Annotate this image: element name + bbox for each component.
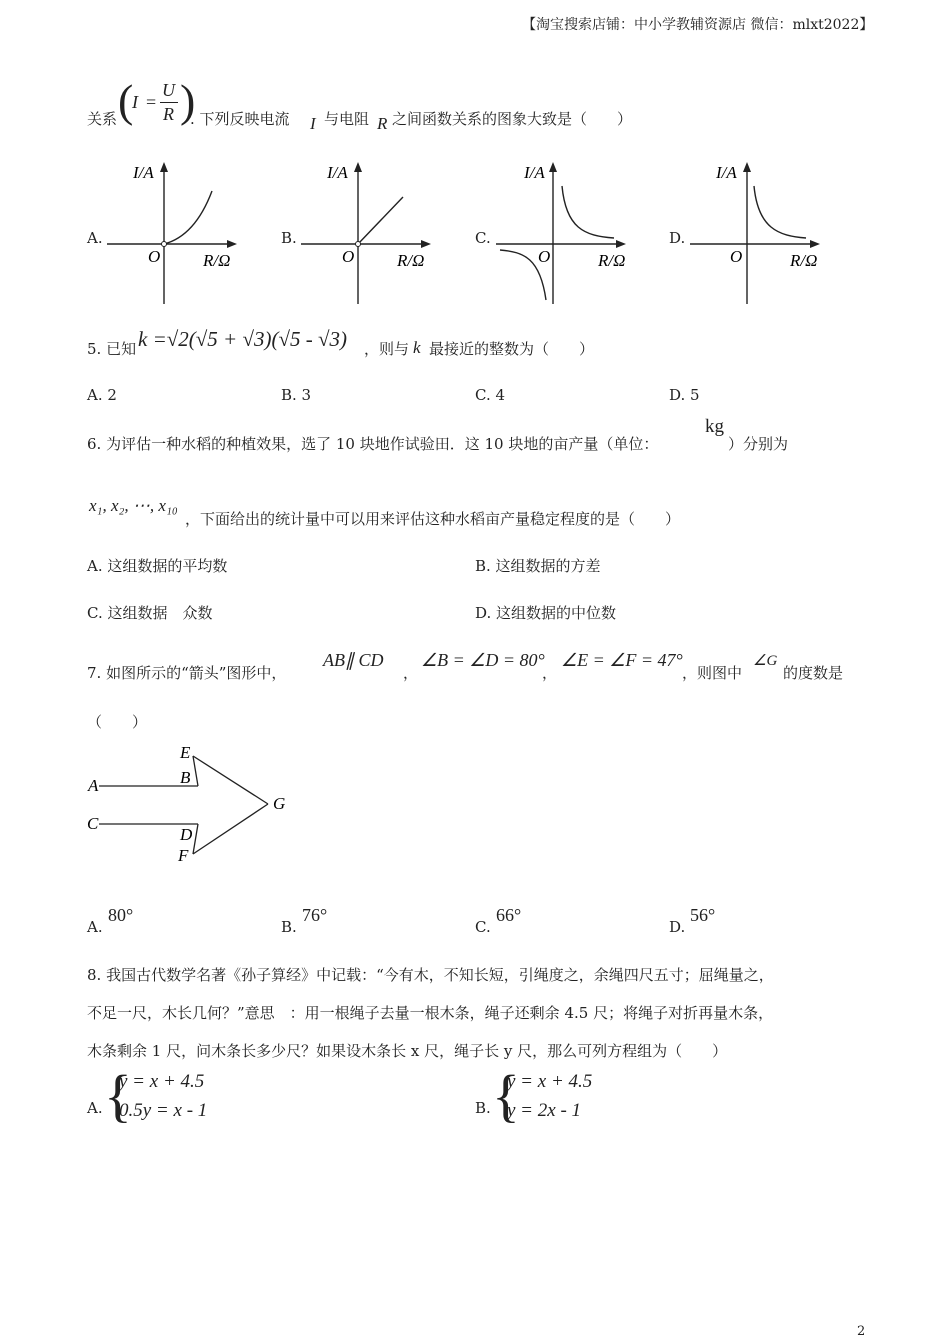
q6-option-b[interactable]: B. 这组数据的方差	[475, 557, 601, 575]
y-axis-label: I/A	[133, 163, 154, 182]
q7-option-c-label[interactable]: C.	[475, 918, 491, 936]
q7-f4: ∠G	[753, 653, 778, 669]
q4-text3: 之间函数关系的图象大致是（ ）	[392, 110, 633, 128]
q4-option-b-label[interactable]: B.	[281, 229, 297, 247]
origin-label: O	[342, 247, 355, 266]
q4-option-d-label[interactable]: D.	[669, 229, 686, 247]
q7-f3: ∠E = ∠F = 47°	[561, 650, 683, 670]
q7-lead: 7. 如图所示的“箭头”图形中，	[87, 664, 287, 682]
x-axis-label: R/Ω	[598, 251, 626, 270]
q4-var-I: I	[310, 114, 316, 133]
q5-option-a[interactable]: A. 2	[87, 386, 117, 404]
fraction-bar	[160, 102, 178, 103]
brace-a: {	[104, 1063, 132, 1128]
q8-option-b-eq2[interactable]: y = 2x - 1	[507, 1100, 582, 1121]
label-G: G	[273, 794, 286, 813]
q7-option-b-label[interactable]: B.	[281, 918, 297, 936]
x-axis-label: R/Ω	[203, 251, 231, 270]
label-D: D	[180, 825, 193, 844]
q8-option-a-eq1[interactable]: y = x + 4.5	[119, 1071, 205, 1092]
q4-graph-c	[494, 158, 634, 308]
q7-sep1: ，	[403, 664, 419, 682]
curve-a	[164, 191, 212, 244]
page-number: 2	[857, 1324, 866, 1339]
q5-text: ，则与	[364, 340, 410, 358]
q8-option-a-eq2[interactable]: 0.5y = x - 1	[119, 1100, 208, 1121]
q8-option-a-label[interactable]: A.	[87, 1099, 103, 1117]
brace-b: {	[492, 1063, 520, 1128]
q7-f2: ∠B = ∠D = 80°	[421, 650, 545, 670]
q4-text1: . 下列反映电流	[190, 110, 290, 128]
label-F: F	[178, 846, 189, 865]
q7-option-d-value[interactable]: 56°	[690, 905, 716, 925]
q5-option-b[interactable]: B. 3	[281, 386, 312, 404]
q6-vars: x₁, x₂, ⋯, x₁₀	[89, 496, 178, 515]
q7-option-d-label[interactable]: D.	[669, 918, 686, 936]
origin-label: O	[148, 247, 161, 266]
q7-option-c-value[interactable]: 66°	[496, 905, 522, 925]
q7-sep2: ，	[542, 664, 558, 682]
q8-option-b-label[interactable]: B.	[475, 1099, 491, 1117]
q4-formula-R: R	[163, 104, 174, 124]
q4-text2: 与电阻	[324, 110, 370, 128]
x-axis-label: R/Ω	[397, 251, 425, 270]
q4-option-c-label[interactable]: C.	[475, 229, 491, 247]
q4-formula-U: U	[162, 80, 175, 100]
label-E: E	[180, 743, 191, 762]
label-C: C	[87, 814, 99, 833]
q5-var-k: k	[413, 338, 421, 357]
q6-line2: ，下面给出的统计量中可以用来评估这种水稻亩产量稳定程度的是（ ）	[185, 510, 681, 528]
q4-graph-d	[688, 158, 828, 308]
q7-text2: 的度数是	[783, 664, 844, 682]
q6-line1: 6. 为评估一种水稻的种植效果，选了 10 块地作试验田．这 10 块地的亩产量（单位：	[87, 435, 659, 453]
q4-graph-b	[299, 158, 439, 308]
q8-line1: 8. 我国古代数学名著《孙子算经》中记载：“今有木，不知长短，引绳度之，余绳四尺五寸；屈绳量之，	[87, 966, 774, 984]
arrow-figure	[85, 738, 295, 868]
q8-option-b-eq1[interactable]: y = x + 4.5	[507, 1071, 593, 1092]
x-axis-label: R/Ω	[790, 251, 818, 270]
q4-var-R: R	[377, 114, 388, 133]
origin-label: O	[538, 247, 551, 266]
q4-formula-eq: =	[146, 92, 157, 112]
q5-text2: 最接近的整数为（ ）	[429, 340, 595, 358]
q7-paren: （ ）	[87, 713, 148, 731]
branch-d	[754, 186, 806, 238]
q7-option-b-value[interactable]: 76°	[302, 905, 328, 925]
label-A: A	[88, 776, 99, 795]
q5-lead: 5. 已知	[87, 340, 137, 358]
q4-formula-I: I	[132, 92, 138, 112]
y-axis-label: I/A	[716, 163, 737, 182]
q7-text: ，则图中	[682, 664, 743, 682]
q4-lead: 关系	[87, 110, 118, 128]
header-banner: 【淘宝搜索店铺：中小学教辅资源店 微信：mlxt2022】	[522, 17, 874, 33]
y-axis-label: I/A	[327, 163, 348, 182]
q4-graph-a	[105, 158, 245, 308]
q7-option-a-label[interactable]: A.	[87, 918, 103, 936]
q8-line3: 木条剩余 1 尺，问木条长多少尺？如果设木条长 x 尺，绳子长 y 尺，那么可列方程组为（ ）	[87, 1042, 728, 1060]
y-axis-label: I/A	[524, 163, 545, 182]
q7-f1: AB∥ CD	[323, 650, 384, 670]
q5-option-d[interactable]: D. 5	[669, 386, 700, 404]
q4-option-a-label[interactable]: A.	[87, 229, 103, 247]
q7-option-a-value[interactable]: 80°	[108, 905, 134, 925]
label-B: B	[180, 768, 191, 787]
line-b	[358, 197, 403, 244]
q6-option-d[interactable]: D. 这组数据的中位数	[475, 604, 617, 622]
branch-upper	[562, 186, 614, 238]
q5-formula: k =√2(√5 + √3)(√5 - √3)	[138, 327, 348, 351]
q6-unit: kg	[705, 416, 724, 437]
origin-label: O	[730, 247, 743, 266]
q5-option-c[interactable]: C. 4	[475, 386, 506, 404]
q6-option-a[interactable]: A. 这组数据的平均数	[87, 557, 228, 575]
q4-formula: ( I = U R )	[118, 75, 196, 126]
q6-line1-end: ）分别为	[728, 435, 789, 453]
q8-line2: 不足一尺，木长几何？”意思 ：用一根绳子去量一根木条，绳子还剩余 4.5 尺；将绳子对折再量木条，	[87, 1004, 774, 1022]
q6-option-c[interactable]: C. 这组数据 众数	[87, 604, 213, 622]
